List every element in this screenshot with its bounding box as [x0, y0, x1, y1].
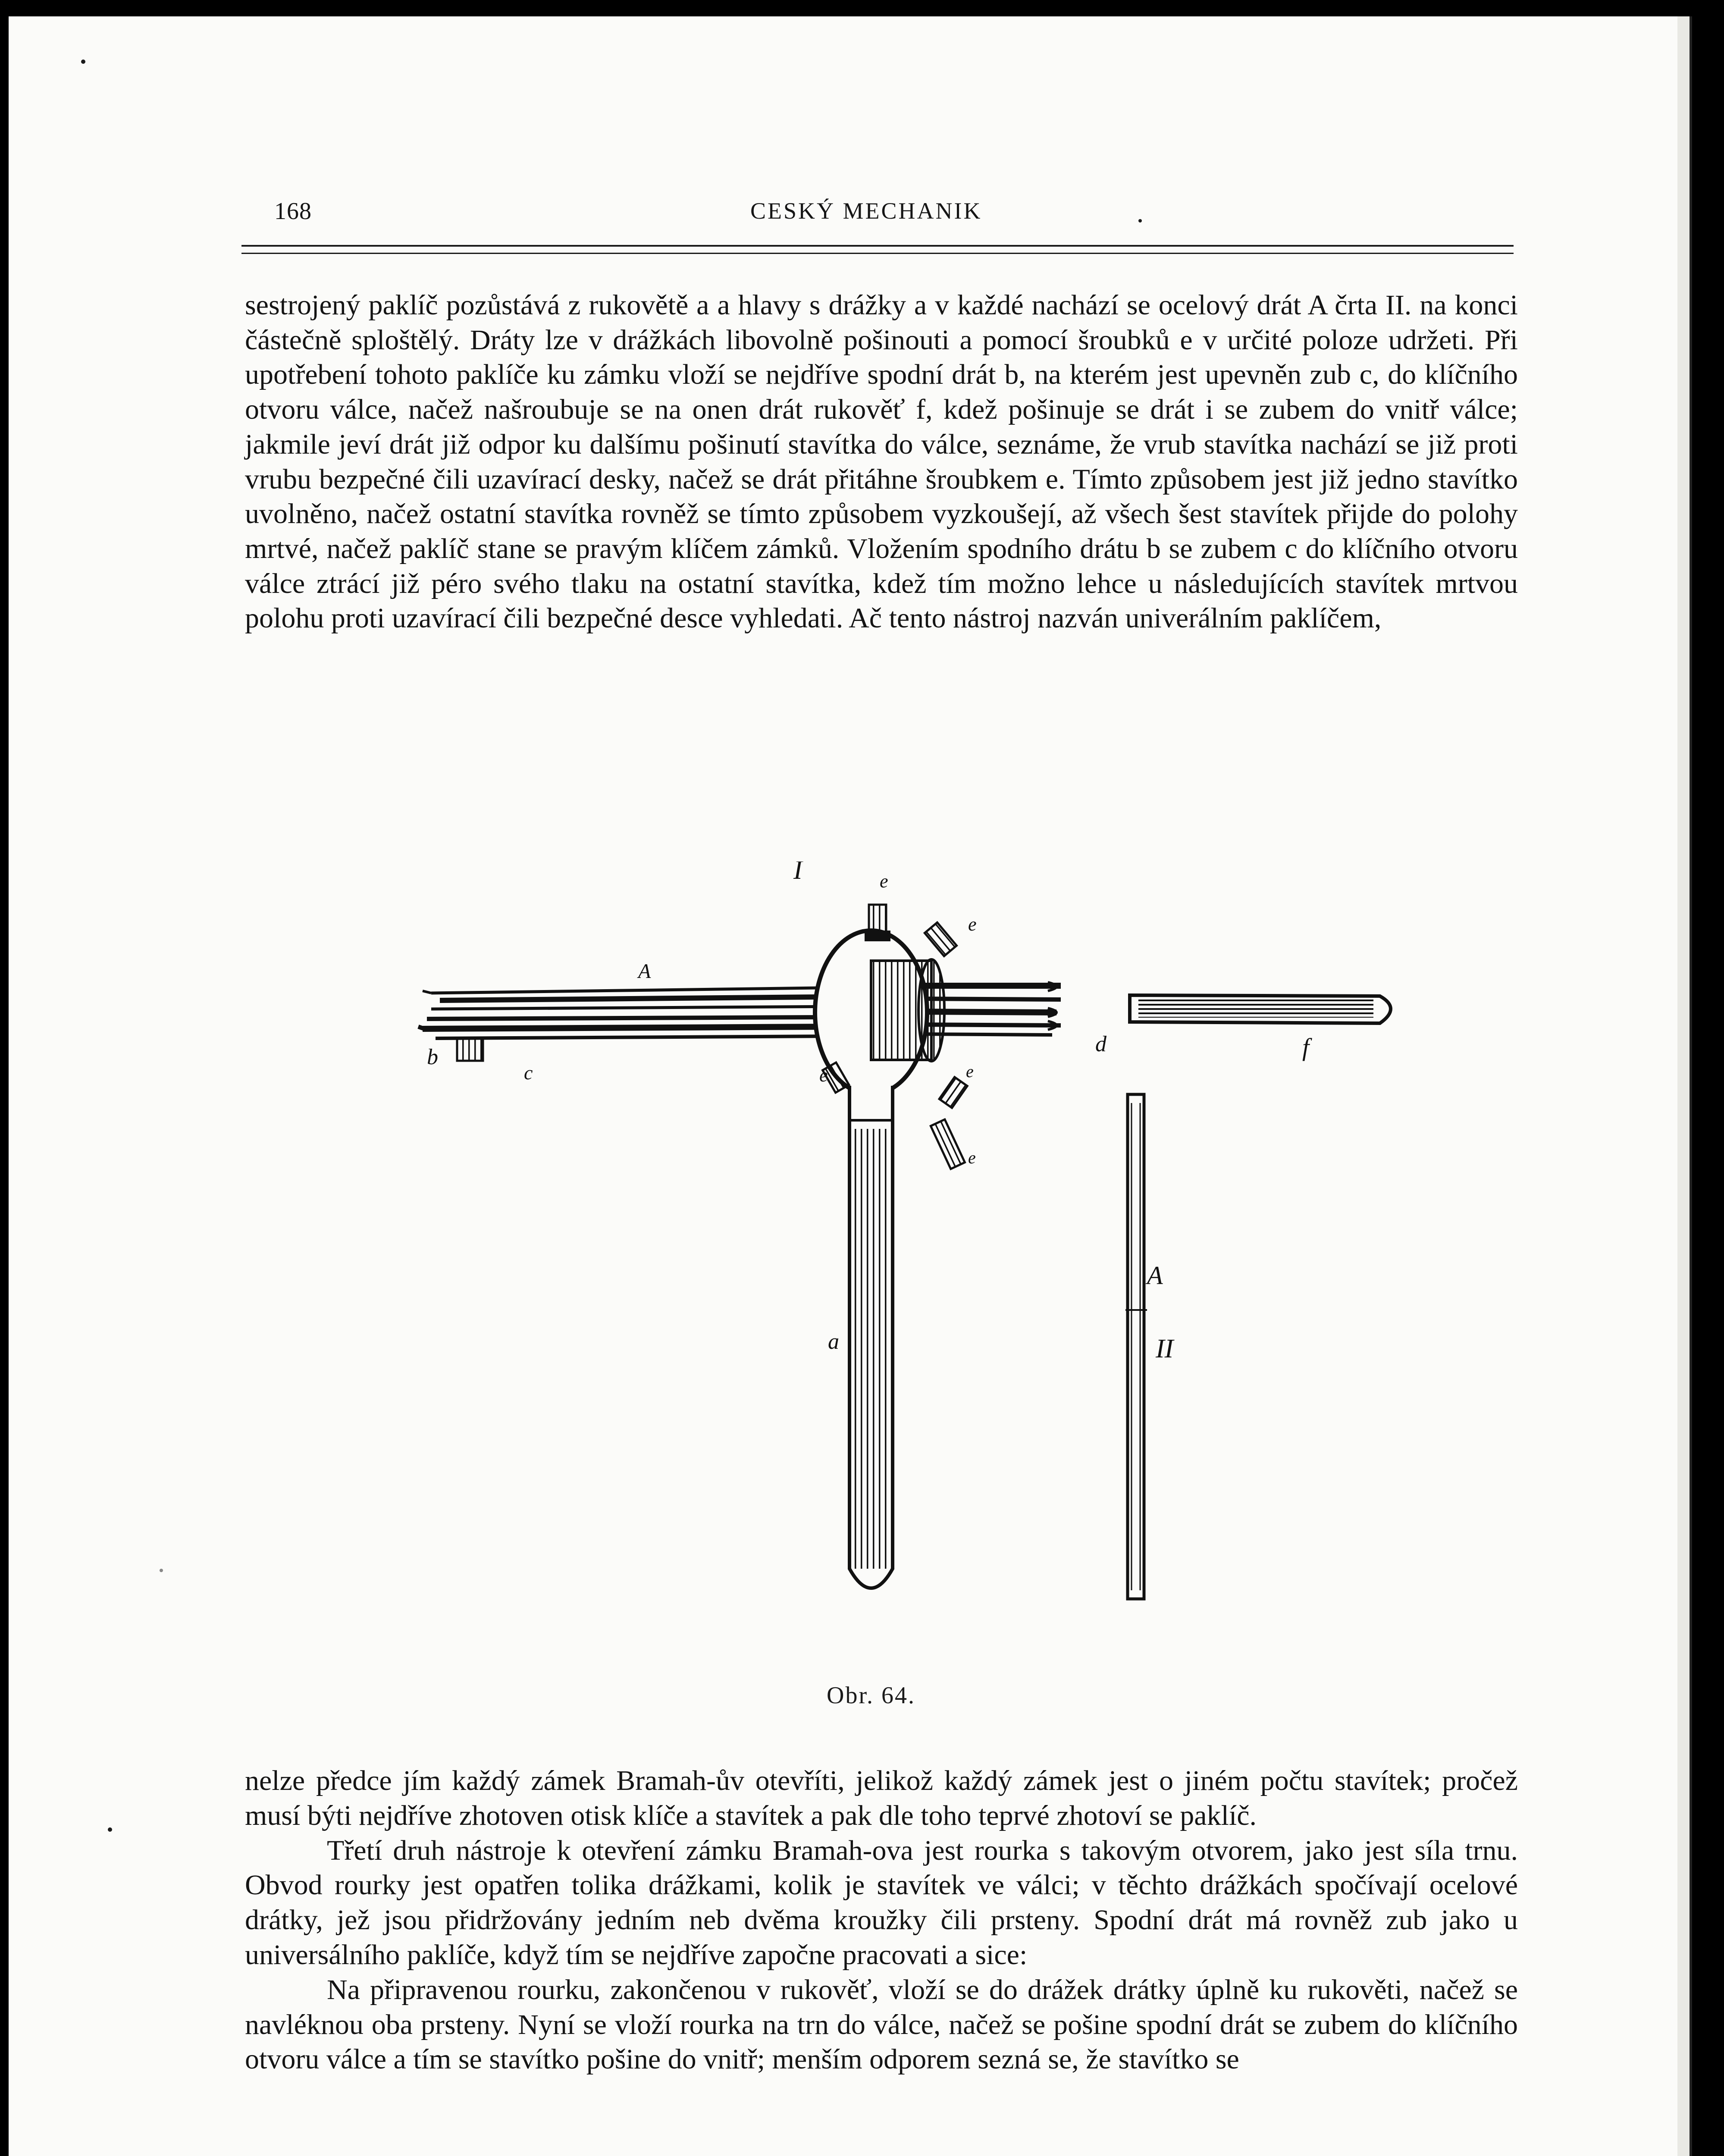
- label-screw-e-right-1: e: [966, 1062, 974, 1081]
- label-handle-f: f: [1302, 1033, 1310, 1061]
- label-wire-a-upper: A: [638, 960, 651, 983]
- page-edge: [1677, 16, 1690, 2156]
- figure-lock-pick-tools: [414, 862, 1406, 1638]
- scan-speck: [160, 1569, 163, 1572]
- lower-paragraph-block: [245, 1764, 1518, 2077]
- running-title: CESKÝ MECHANIK: [750, 198, 982, 224]
- scan-speck: [81, 60, 85, 64]
- label-wire-end-d: d: [1095, 1032, 1106, 1056]
- label-wire-b: b: [427, 1045, 438, 1069]
- label-screw-e-right-2: e: [968, 1148, 976, 1167]
- label-tool-two: II: [1156, 1334, 1174, 1363]
- scan-speck: [1138, 219, 1142, 222]
- label-handle-a: a: [828, 1329, 839, 1354]
- handle-f-shape: [1130, 995, 1391, 1023]
- page-edge-rule: [1690, 16, 1692, 2156]
- tooth-c-shape: [457, 1038, 483, 1061]
- label-tool-one: I: [793, 862, 802, 885]
- label-tooth-c: c: [524, 1062, 533, 1084]
- scan-speck: [108, 1827, 112, 1832]
- label-wire-a-lower: A: [1147, 1261, 1163, 1290]
- lower-paragraph-1: nelze předce jím každý zámek Bramah-ův otevříti, jelikož každý zámek jest o jiném počtu stavítek; pročež musí býti nejdříve zhotoven otisk klíče a stavítek a pak dle toho teprvé zhotoví se paklíč.: [245, 1765, 1518, 1831]
- label-screw-e-lower: e: [819, 1065, 828, 1086]
- page-header: [241, 189, 1518, 223]
- figure-caption: Obr. 64.: [827, 1682, 915, 1709]
- upper-paragraph: sestrojený paklíč pozůstává z rukovětě a a hlavy s drážky a v každé nachází se ocelový drát A črta II. na konci částečně sploštělý. Dráty lze v drážkách libovolně pošinouti a pomocí šroubků e v určité poloze udržeti. Při upotřebení tohoto paklíče ku zámku vloží se nejdříve spodní drát b, na kterém jest upevněn zub c, do klíčního otvoru válce, načež našroubuje se na onen drát rukověť f, kdež pošinuje se drát i se zubem do vnitř válce; jakmile jeví drát již odpor ku dalšímu pošinutí stavítka do válce, seznáme, že vrub stavítka nachází se již proti vrubu bezpečné čili uzavírací desky, načež se drát přitáhne šroubkem e. Tímto způsobem jest již jedno stavítko uvolněno, načež ostatní stavítka rovněž se tímto způsobem vyzkoušejí, až všech šest stavítek přijde do polohy mrtvé, načež paklíč stane se pravým klíčem zámků. Vložením spodního drátu b se zubem c do klíčního otvoru válce ztrácí již péro svého tlaku na ostatní stavítka, kdež tím možno lehce u následujících stavítek mrtvou polohu proti uzavírací čili bezpečné desce vyhledati. Ač tento nástroj nazván univerálním paklíčem,: [245, 289, 1518, 634]
- rod-ii-shape: [1125, 1094, 1147, 1599]
- page-number: 168: [274, 198, 312, 225]
- upper-paragraph-block: [245, 288, 1518, 636]
- lower-paragraph-2: Třetí druh nástroje k otevření zámku Bramah-ova jest rourka s takovým otvorem, jako jest síla trnu. Obvod rourky jest opatřen tolika drážkami, kolik je stavítek ve válci; v těchto drážkách spočívají ocelové drátky, jež jsou přidržovány jedním neb dvěma kroužky čili prsteny. Spodní drát má rovněž zub jako u universálního paklíče, když tím se nejdříve započne pracovati a sice:: [245, 1834, 1518, 1971]
- header-double-rule: [241, 245, 1514, 254]
- scanned-page: [9, 16, 1677, 2156]
- label-screw-e-top: e: [880, 871, 888, 892]
- label-screw-e-top-right: e: [968, 914, 977, 935]
- lower-paragraph-3: Na připravenou rourku, zakončenou v rukověť, vloží se do drážek drátky úplně ku rukověti, načež se navléknou oba prsteny. Nyní se vloží rourka na trn do válce, načež se pošine spodní drát se zubem do klíčního otvoru válce a tím se stavítko pošine do vnitř; menším odporem sezná se, že stavítko se: [245, 1974, 1518, 2075]
- handle-a-shape: [849, 1086, 893, 1588]
